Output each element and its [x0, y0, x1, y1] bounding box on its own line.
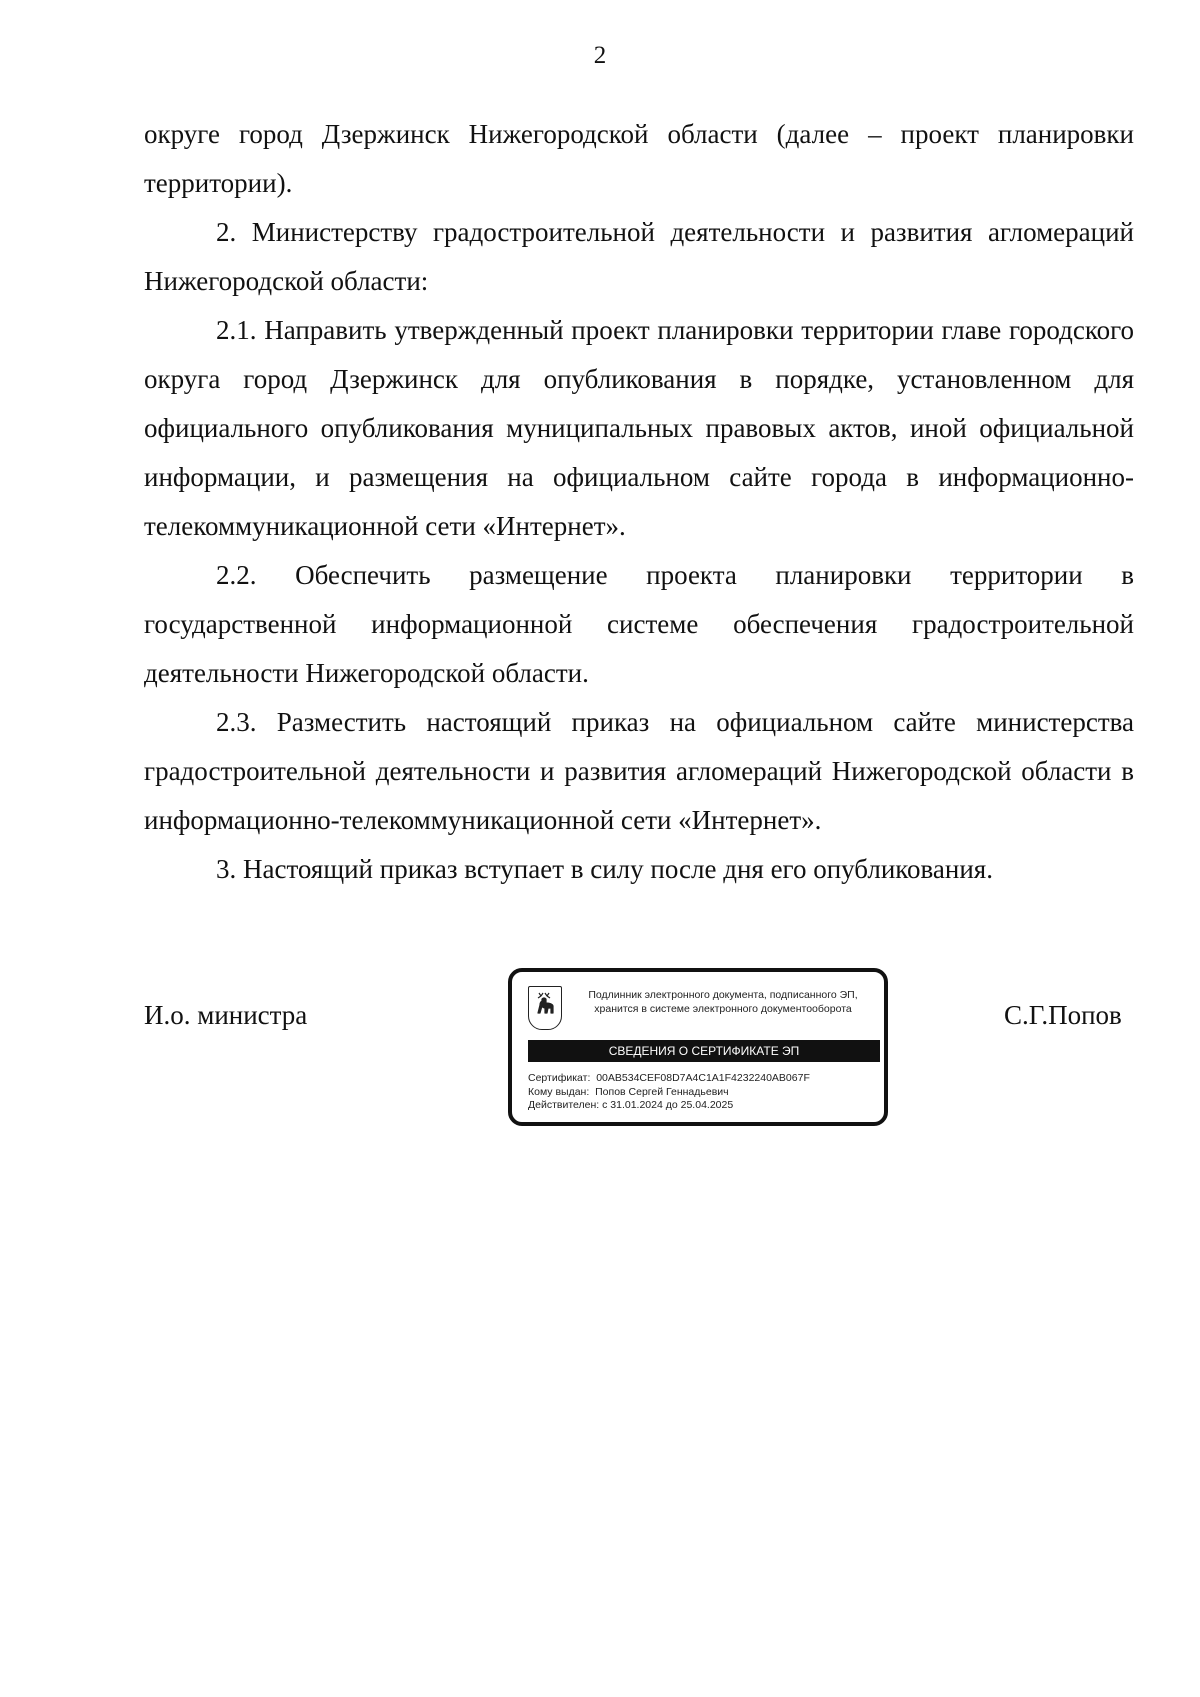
signatory-name: С.Г.Попов	[1004, 1000, 1122, 1030]
stamp-header	[568, 988, 878, 1016]
certificate-info-bar: СВЕДЕНИЯ О СЕРТИФИКАТЕ ЭП	[528, 1040, 880, 1062]
stamp-header-line-2: хранится в системе электронного документооборота	[594, 1003, 852, 1015]
paragraph-3: 3. Настоящий приказ вступает в силу после дня его опубликования.	[216, 854, 993, 884]
valid-label: Действителен:	[528, 1099, 600, 1111]
electronic-signature-stamp	[508, 968, 888, 1126]
issued-to-value: Попов Сергей Геннадьевич	[595, 1085, 729, 1098]
signatory-title: И.о. министра	[144, 1000, 308, 1030]
stamp-header-line-1: Подлинник электронного документа, подписанного ЭП,	[588, 989, 858, 1001]
paragraph-2-1: 2.1. Направить утвержденный проект планировки территории главе городского округа город Дзержинск для опубликования в порядке, установленном для официального опубликования муниципальных правовых актов, иной официальной информации, и размещения на официальном сайте города в информационно-телекоммуникационной сети «Интернет».	[144, 315, 1134, 541]
paragraph-2-2: 2.2. Обеспечить размещение проекта планировки территории в государственной информационной системе обеспечения градостроительной деятельности Нижегородской области.	[144, 560, 1134, 688]
paragraph-continuation: округе город Дзержинск Нижегородской области (далее – проект планировки территории).	[144, 119, 1134, 198]
validity-row	[528, 1099, 810, 1113]
certificate-row	[528, 1072, 810, 1086]
deer-icon	[532, 992, 558, 1024]
certificate-value: 00AB534CEF08D7A4C1A1F4232240AB067F	[596, 1072, 810, 1084]
paragraph-2: 2. Министерству градостроительной деятельности и развития агломераций Нижегородской области:	[144, 217, 1134, 296]
issued-to-row	[528, 1086, 810, 1100]
certificate-label: Сертификат:	[528, 1072, 591, 1084]
signature-block	[0, 968, 1200, 1138]
page-number: 2	[593, 42, 607, 69]
document-body	[144, 110, 1134, 894]
certificate-details	[528, 1072, 810, 1113]
valid-value: с 31.01.2024 до 25.04.2025	[602, 1099, 734, 1111]
coat-of-arms-icon	[528, 986, 562, 1030]
paragraph-2-3: 2.3. Разместить настоящий приказ на официальном сайте министерства градостроительной деятельности и развития агломераций Нижегородской области в информационно-телекоммуникационной сети «Интернет».	[144, 707, 1134, 835]
issued-to-label: Кому выдан:	[528, 1085, 590, 1098]
